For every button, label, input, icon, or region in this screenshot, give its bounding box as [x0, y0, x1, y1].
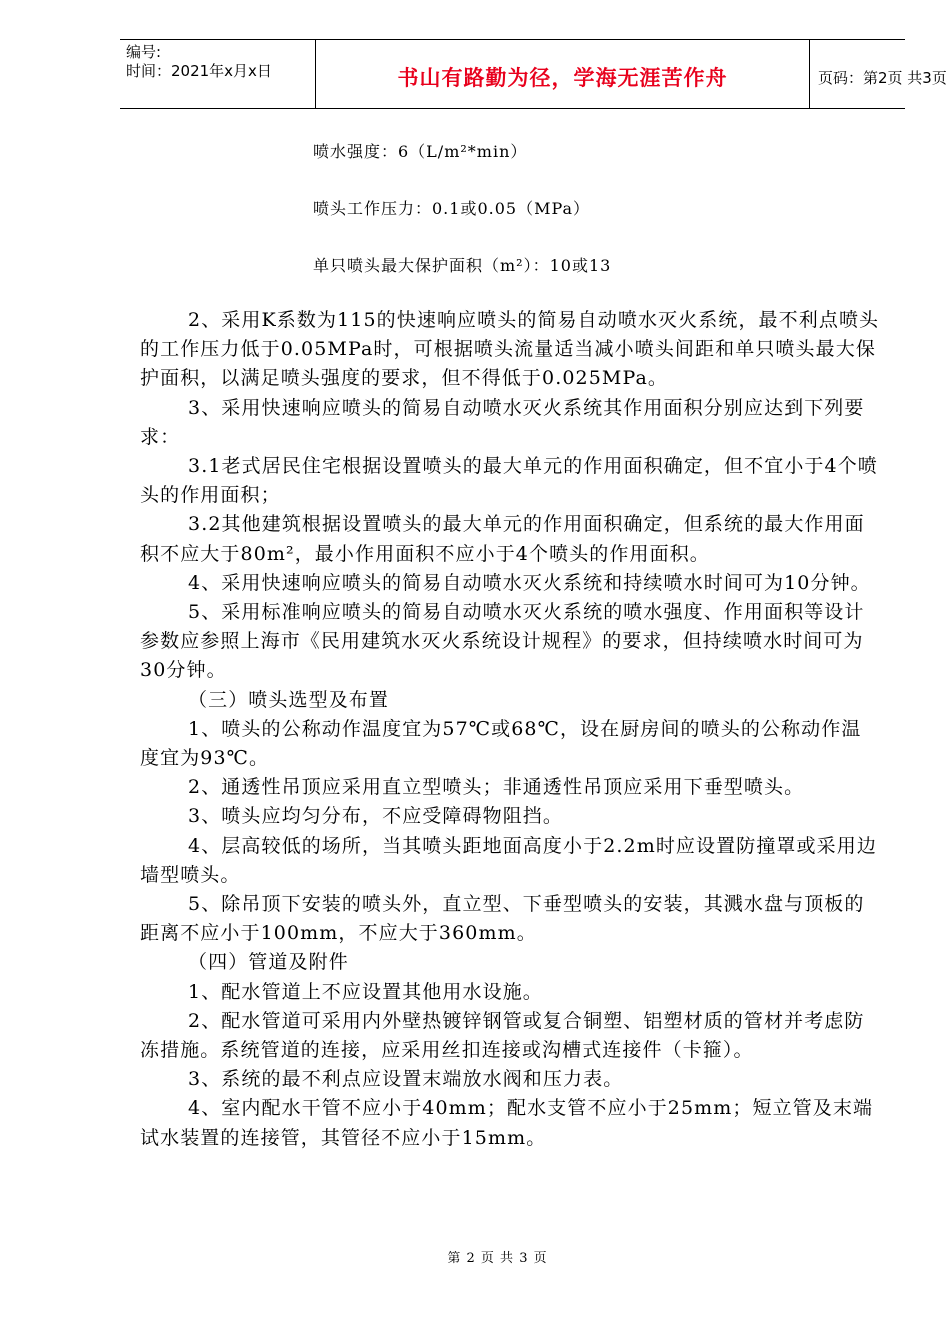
header-motto: 书山有路勤为径，学海无涯苦作舟 — [315, 40, 810, 108]
code-label: 编号: — [126, 43, 162, 61]
paragraph: 3、喷头应均匀分布，不应受障碍物阻挡。 — [188, 805, 563, 828]
time-label: 时间：2021年x月x日 — [126, 62, 272, 80]
paragraph: 2、通透性吊顶应采用直立型喷头；非通透性吊顶应采用下垂型喷头。 — [188, 776, 805, 799]
paragraph: 4、室内配水干管不应小于40mm；配水支管不应小于25mm；短立管及末端试水装置的连接管，其管径不应小于15mm。 — [140, 1097, 874, 1149]
section-heading: （四）管道及附件 — [188, 951, 349, 974]
max-protection-area: 单只喷头最大保护面积（m²）：10或13 — [313, 256, 612, 275]
sprinkler-pressure: 喷头工作压力：0.1或0.05（MPa） — [313, 199, 591, 218]
paragraph: 5、除吊顶下安装的喷头外，直立型、下垂型喷头的安装，其溅水盘与顶板的距离不应小于100mm，不应大于360mm。 — [140, 893, 865, 945]
header-meta — [120, 40, 315, 108]
page-header — [120, 39, 947, 109]
paragraph: 3.2其他建筑根据设置喷头的最大单元的作用面积确定，但系统的最大作用面积不应大于80m²，最小作用面积不应小于4个喷头的作用面积。 — [140, 513, 865, 565]
document-body — [140, 306, 880, 1153]
paragraph: 1、喷头的公称动作温度宜为57℃或68℃，设在厨房间的喷头的公称动作温度宜为93℃。 — [140, 717, 862, 770]
paragraph: 3、系统的最不利点应设置末端放水阀和压力表。 — [188, 1068, 624, 1091]
spray-intensity: 喷水强度：6（L/m²*min） — [313, 142, 528, 161]
section-heading: （三）喷头选型及布置 — [188, 688, 390, 711]
paragraph: 4、采用快速响应喷头的简易自动喷水灭火系统和持续喷水时间可为10分钟。 — [188, 571, 871, 594]
header-page-number: 页码：第2页 共3页 — [818, 68, 947, 87]
paragraph: 5、采用标准响应喷头的简易自动喷水灭火系统的喷水强度、作用面积等设计参数应参照上海市《民用建筑水灭火系统设计规程》的要求，但持续喷水时间可为30分钟。 — [140, 601, 865, 682]
paragraph: 4、层高较低的场所，当其喷头距地面高度小于2.2m时应设置防撞罩或采用边墙型喷头。 — [140, 834, 877, 886]
paragraph: 1、配水管道上不应设置其他用水设施。 — [188, 980, 543, 1003]
paragraph: 3、采用快速响应喷头的简易自动喷水灭火系统其作用面积分别应达到下列要求： — [140, 396, 865, 448]
page-footer: 第 2 页 共 3 页 — [447, 1251, 548, 1266]
paragraph: 3.1老式居民住宅根据设置喷头的最大单元的作用面积确定，但不宜小于4个喷头的作用面积； — [140, 455, 878, 507]
paragraph: 2、配水管道可采用内外壁热镀锌钢管或复合铜塑、铝塑材质的管材并考虑防冻措施。系统管道的连接，应采用丝扣连接或沟槽式连接件（卡箍）。 — [140, 1009, 865, 1062]
paragraph: 2、采用K系数为115的快速响应喷头的简易自动喷水灭火系统，最不利点喷头的工作压力低于0.05MPa时，可根据喷头流量适当减小喷头间距和单只喷头最大保护面积，以满足喷头强度的要求，但不得低于0.025MPa。 — [140, 309, 880, 390]
